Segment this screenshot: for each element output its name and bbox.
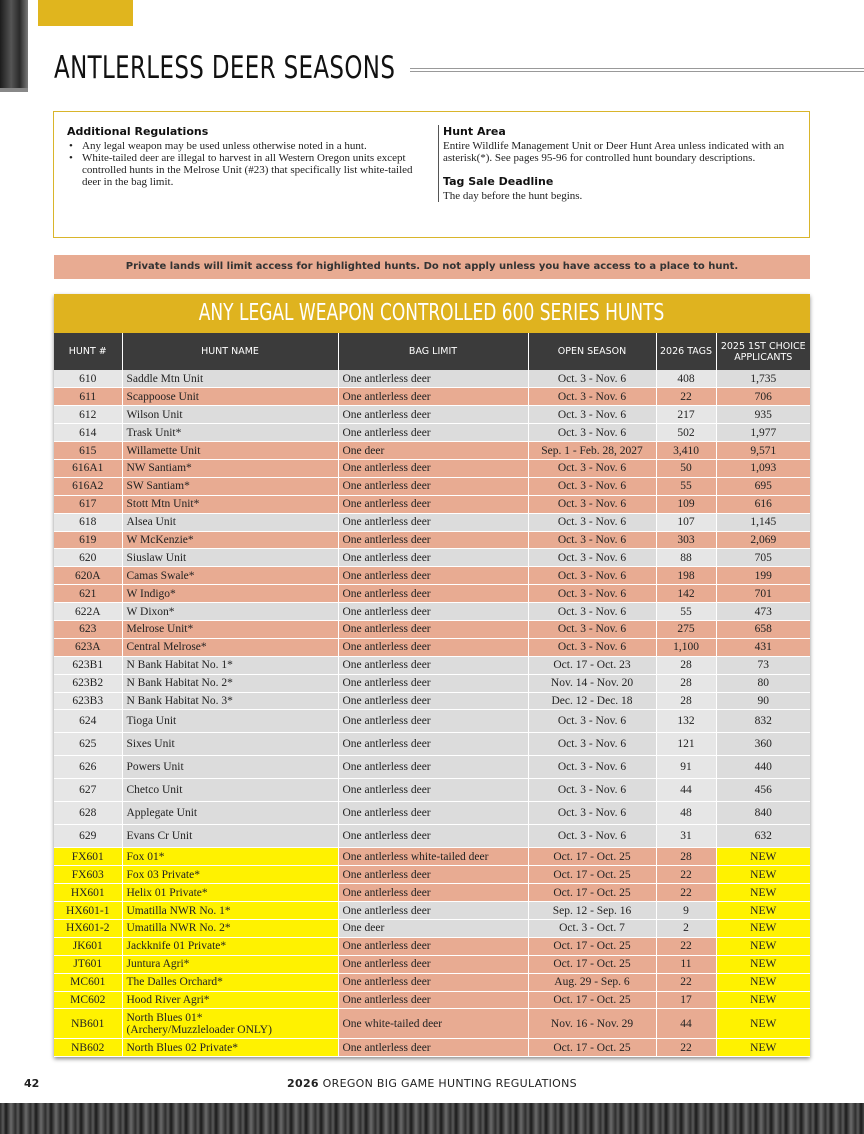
cell-tags: 55	[656, 603, 716, 621]
cell-hunt-name: Evans Cr Unit	[122, 825, 338, 848]
cell-applicants: 840	[716, 802, 810, 825]
cell-applicants: 90	[716, 692, 810, 710]
table-row	[54, 756, 810, 779]
cell-hunt-name: Scappoose Unit	[122, 388, 338, 406]
cell-open-season: Oct. 3 - Nov. 6	[528, 710, 656, 733]
table-row	[54, 603, 810, 621]
table-row	[54, 692, 810, 710]
cell-hunt-name: N Bank Habitat No. 1*	[122, 656, 338, 674]
cell-tags: 44	[656, 1009, 716, 1039]
table-row	[54, 802, 810, 825]
table-row	[54, 955, 810, 973]
cell-bag-limit: One antlerless deer	[338, 656, 528, 674]
table-row	[54, 779, 810, 802]
cell-tags: 109	[656, 495, 716, 513]
cell-applicants: NEW	[716, 1039, 810, 1057]
cell-hunt-name: Umatilla NWR No. 2*	[122, 919, 338, 937]
page-title: ANTLERLESS DEER SEASONS	[54, 50, 396, 86]
hunts-table	[54, 333, 810, 1057]
cell-applicants: 1,145	[716, 513, 810, 531]
cell-applicants: NEW	[716, 884, 810, 902]
col-header-tags: 2026 TAGS	[656, 333, 716, 370]
cell-hunt-number: 624	[54, 710, 122, 733]
cell-bag-limit: One antlerless deer	[338, 1039, 528, 1057]
cell-open-season: Oct. 17 - Oct. 25	[528, 884, 656, 902]
cell-open-season: Nov. 14 - Nov. 20	[528, 674, 656, 692]
cell-hunt-number: MC602	[54, 991, 122, 1009]
cell-bag-limit: One antlerless deer	[338, 710, 528, 733]
cell-tags: 198	[656, 567, 716, 585]
cell-open-season: Oct. 17 - Oct. 25	[528, 866, 656, 884]
table-row	[54, 638, 810, 656]
table-row	[54, 674, 810, 692]
cell-hunt-number: 629	[54, 825, 122, 848]
cell-bag-limit: One antlerless deer	[338, 459, 528, 477]
cell-hunt-number: 623B2	[54, 674, 122, 692]
cell-bag-limit: One antlerless deer	[338, 973, 528, 991]
table-row	[54, 549, 810, 567]
cell-tags: 44	[656, 779, 716, 802]
additional-regulations-heading: Additional Regulations	[67, 125, 209, 138]
cell-open-season: Oct. 17 - Oct. 25	[528, 991, 656, 1009]
cell-hunt-number: HX601-1	[54, 902, 122, 920]
col-header-bag-limit: BAG LIMIT	[338, 333, 528, 370]
footer-text: OREGON BIG GAME HUNTING REGULATIONS	[322, 1077, 577, 1090]
cell-hunt-name: Fox 01*	[122, 848, 338, 866]
cell-applicants: NEW	[716, 955, 810, 973]
table-row	[54, 513, 810, 531]
cell-bag-limit: One antlerless deer	[338, 779, 528, 802]
regulation-item: • White-tailed deer are illegal to harvest in all Western Oregon units except controlled hunts in the Melrose Unit (#23) that specifically list white-tailed deer in the bag limit.	[67, 152, 422, 188]
cell-hunt-name: Umatilla NWR No. 1*	[122, 902, 338, 920]
table-row	[54, 733, 810, 756]
cell-open-season: Oct. 3 - Nov. 6	[528, 603, 656, 621]
cell-hunt-number: 623B1	[54, 656, 122, 674]
cell-hunt-name: W Dixon*	[122, 603, 338, 621]
cell-tags: 22	[656, 973, 716, 991]
page-number: 42	[24, 1077, 40, 1090]
cell-open-season: Sep. 12 - Sep. 16	[528, 902, 656, 920]
hunt-area-heading: Hunt Area	[443, 125, 506, 138]
cell-hunt-number: JT601	[54, 955, 122, 973]
title-rule	[410, 68, 864, 72]
cell-bag-limit: One antlerless deer	[338, 477, 528, 495]
cell-open-season: Oct. 3 - Nov. 6	[528, 477, 656, 495]
cell-hunt-name: Willamette Unit	[122, 442, 338, 460]
cell-tags: 55	[656, 477, 716, 495]
cell-bag-limit: One antlerless deer	[338, 406, 528, 424]
cell-hunt-name: Central Melrose*	[122, 638, 338, 656]
cell-tags: 502	[656, 424, 716, 442]
cell-bag-limit: One antlerless white-tailed deer	[338, 848, 528, 866]
cell-bag-limit: One white-tailed deer	[338, 1009, 528, 1039]
cell-hunt-number: MC601	[54, 973, 122, 991]
cell-tags: 22	[656, 866, 716, 884]
cell-tags: 408	[656, 370, 716, 388]
regulation-item: • Any legal weapon may be used unless otherwise noted in a hunt.	[67, 140, 422, 152]
cell-hunt-number: 626	[54, 756, 122, 779]
cell-applicants: 2,069	[716, 531, 810, 549]
table-row	[54, 848, 810, 866]
cell-open-season: Sep. 1 - Feb. 28, 2027	[528, 442, 656, 460]
cell-hunt-name: N Bank Habitat No. 2*	[122, 674, 338, 692]
cell-bag-limit: One antlerless deer	[338, 692, 528, 710]
table-row	[54, 866, 810, 884]
cell-bag-limit: One antlerless deer	[338, 955, 528, 973]
table-row	[54, 424, 810, 442]
cell-applicants: 701	[716, 585, 810, 603]
cell-applicants: NEW	[716, 991, 810, 1009]
cell-hunt-number: 614	[54, 424, 122, 442]
cell-bag-limit: One antlerless deer	[338, 549, 528, 567]
cell-hunt-name: Tioga Unit	[122, 710, 338, 733]
cell-hunt-name: North Blues 01* (Archery/Muzzleloader ONLY)	[122, 1009, 338, 1039]
table-body	[54, 370, 810, 1057]
cell-hunt-name: Jackknife 01 Private*	[122, 937, 338, 955]
cell-tags: 22	[656, 388, 716, 406]
cell-open-season: Oct. 3 - Nov. 6	[528, 459, 656, 477]
page-edge-decoration	[0, 0, 28, 90]
table-row	[54, 825, 810, 848]
cell-open-season: Oct. 3 - Nov. 6	[528, 620, 656, 638]
table-row	[54, 937, 810, 955]
info-box	[53, 111, 810, 238]
cell-hunt-name: The Dalles Orchard*	[122, 973, 338, 991]
additional-regulations-list	[67, 140, 422, 188]
hunts-table-container	[54, 294, 810, 1057]
cell-hunt-number: 615	[54, 442, 122, 460]
cell-hunt-number: FX603	[54, 866, 122, 884]
cell-tags: 31	[656, 825, 716, 848]
table-title-text: ANY LEGAL WEAPON CONTROLLED 600 SERIES HUNTS	[199, 300, 665, 326]
col-header-hunt-name: HUNT NAME	[122, 333, 338, 370]
cell-bag-limit: One antlerless deer	[338, 388, 528, 406]
cell-bag-limit: One antlerless deer	[338, 802, 528, 825]
cell-hunt-name: W McKenzie*	[122, 531, 338, 549]
cell-hunt-number: 620	[54, 549, 122, 567]
table-row	[54, 991, 810, 1009]
cell-hunt-number: 619	[54, 531, 122, 549]
cell-hunt-number: 616A1	[54, 459, 122, 477]
cell-tags: 22	[656, 1039, 716, 1057]
col-header-applicants: 2025 1ST CHOICE APPLICANTS	[716, 333, 810, 370]
cell-open-season: Oct. 3 - Nov. 6	[528, 733, 656, 756]
cell-hunt-number: 612	[54, 406, 122, 424]
cell-hunt-name: Juntura Agri*	[122, 955, 338, 973]
cell-hunt-number: FX601	[54, 848, 122, 866]
cell-applicants: NEW	[716, 902, 810, 920]
cell-hunt-name: NW Santiam*	[122, 459, 338, 477]
cell-bag-limit: One antlerless deer	[338, 674, 528, 692]
cell-applicants: 473	[716, 603, 810, 621]
cell-applicants: 658	[716, 620, 810, 638]
cell-open-season: Oct. 3 - Nov. 6	[528, 567, 656, 585]
cell-open-season: Oct. 17 - Oct. 25	[528, 955, 656, 973]
table-row	[54, 656, 810, 674]
cell-applicants: 1,735	[716, 370, 810, 388]
cell-tags: 22	[656, 937, 716, 955]
cell-hunt-number: 617	[54, 495, 122, 513]
cell-open-season: Oct. 3 - Nov. 6	[528, 585, 656, 603]
cell-bag-limit: One antlerless deer	[338, 991, 528, 1009]
cell-hunt-name: Helix 01 Private*	[122, 884, 338, 902]
cell-hunt-number: 616A2	[54, 477, 122, 495]
cell-tags: 28	[656, 674, 716, 692]
cell-hunt-number: HX601-2	[54, 919, 122, 937]
cell-hunt-name: Siuslaw Unit	[122, 549, 338, 567]
cell-hunt-name: Fox 03 Private*	[122, 866, 338, 884]
cell-bag-limit: One antlerless deer	[338, 884, 528, 902]
cell-tags: 11	[656, 955, 716, 973]
cell-open-season: Oct. 3 - Nov. 6	[528, 638, 656, 656]
cell-bag-limit: One antlerless deer	[338, 638, 528, 656]
bottom-texture-bar	[0, 1103, 864, 1134]
cell-applicants: 616	[716, 495, 810, 513]
cell-bag-limit: One deer	[338, 442, 528, 460]
table-row	[54, 459, 810, 477]
cell-hunt-number: 611	[54, 388, 122, 406]
cell-tags: 28	[656, 692, 716, 710]
cell-bag-limit: One antlerless deer	[338, 620, 528, 638]
cell-tags: 28	[656, 656, 716, 674]
table-row	[54, 1009, 810, 1039]
cell-tags: 9	[656, 902, 716, 920]
cell-hunt-number: 625	[54, 733, 122, 756]
cell-hunt-number: 623	[54, 620, 122, 638]
cell-open-season: Oct. 17 - Oct. 25	[528, 1039, 656, 1057]
hunt-area-text: Entire Wildlife Management Unit or Deer Hunt Area unless indicated with an asterisk(*). See pages 95-96 for controlled hunt boundary descriptions.	[443, 140, 785, 164]
cell-open-season: Oct. 3 - Nov. 6	[528, 424, 656, 442]
cell-hunt-number: NB602	[54, 1039, 122, 1057]
cell-hunt-name: Sixes Unit	[122, 733, 338, 756]
cell-open-season: Oct. 3 - Nov. 6	[528, 549, 656, 567]
cell-tags: 28	[656, 848, 716, 866]
col-header-open-season: OPEN SEASON	[528, 333, 656, 370]
additional-regulations	[67, 125, 422, 188]
cell-applicants: 80	[716, 674, 810, 692]
cell-bag-limit: One antlerless deer	[338, 585, 528, 603]
cell-tags: 22	[656, 884, 716, 902]
hunt-area-section	[438, 125, 798, 202]
cell-tags: 17	[656, 991, 716, 1009]
cell-hunt-name: SW Santiam*	[122, 477, 338, 495]
cell-hunt-name: Saddle Mtn Unit	[122, 370, 338, 388]
cell-bag-limit: One antlerless deer	[338, 424, 528, 442]
cell-applicants: 935	[716, 406, 810, 424]
cell-open-season: Oct. 3 - Nov. 6	[528, 513, 656, 531]
cell-bag-limit: One antlerless deer	[338, 513, 528, 531]
table-row	[54, 585, 810, 603]
cell-applicants: NEW	[716, 973, 810, 991]
table-header-row	[54, 333, 810, 370]
cell-bag-limit: One antlerless deer	[338, 825, 528, 848]
table-row	[54, 973, 810, 991]
tag-sale-heading: Tag Sale Deadline	[443, 175, 554, 188]
cell-open-season: Oct. 3 - Nov. 6	[528, 802, 656, 825]
cell-tags: 142	[656, 585, 716, 603]
cell-open-season: Oct. 3 - Nov. 6	[528, 495, 656, 513]
cell-hunt-number: 621	[54, 585, 122, 603]
cell-applicants: NEW	[716, 866, 810, 884]
cell-hunt-number: 620A	[54, 567, 122, 585]
cell-hunt-name: Camas Swale*	[122, 567, 338, 585]
cell-open-season: Oct. 3 - Nov. 6	[528, 825, 656, 848]
table-row	[54, 495, 810, 513]
cell-applicants: 832	[716, 710, 810, 733]
table-row	[54, 442, 810, 460]
cell-hunt-name: Stott Mtn Unit*	[122, 495, 338, 513]
cell-tags: 48	[656, 802, 716, 825]
table-title	[54, 294, 810, 333]
table-row	[54, 620, 810, 638]
cell-bag-limit: One antlerless deer	[338, 567, 528, 585]
cell-open-season: Aug. 29 - Sep. 6	[528, 973, 656, 991]
cell-open-season: Oct. 3 - Nov. 6	[528, 388, 656, 406]
cell-open-season: Oct. 17 - Oct. 23	[528, 656, 656, 674]
cell-tags: 275	[656, 620, 716, 638]
cell-applicants: NEW	[716, 1009, 810, 1039]
cell-open-season: Dec. 12 - Dec. 18	[528, 692, 656, 710]
cell-hunt-number: 623B3	[54, 692, 122, 710]
table-row	[54, 531, 810, 549]
cell-hunt-name: Melrose Unit*	[122, 620, 338, 638]
cell-tags: 2	[656, 919, 716, 937]
table-row	[54, 902, 810, 920]
cell-applicants: 706	[716, 388, 810, 406]
cell-hunt-number: JK601	[54, 937, 122, 955]
cell-tags: 132	[656, 710, 716, 733]
cell-applicants: 632	[716, 825, 810, 848]
cell-hunt-name: Trask Unit*	[122, 424, 338, 442]
table-row	[54, 477, 810, 495]
tag-sale-text: The day before the hunt begins.	[443, 190, 583, 202]
cell-hunt-name: North Blues 02 Private*	[122, 1039, 338, 1057]
cell-tags: 1,100	[656, 638, 716, 656]
private-lands-banner: Private lands will limit access for highlighted hunts. Do not apply unless you have access to a place to hunt.	[54, 255, 810, 279]
cell-hunt-name: N Bank Habitat No. 3*	[122, 692, 338, 710]
cell-open-season: Oct. 3 - Nov. 6	[528, 531, 656, 549]
cell-open-season: Oct. 3 - Oct. 7	[528, 919, 656, 937]
cell-applicants: 705	[716, 549, 810, 567]
cell-applicants: 440	[716, 756, 810, 779]
cell-hunt-name: Powers Unit	[122, 756, 338, 779]
cell-tags: 91	[656, 756, 716, 779]
cell-tags: 107	[656, 513, 716, 531]
col-header-hunt-number: HUNT #	[54, 333, 122, 370]
cell-hunt-number: 623A	[54, 638, 122, 656]
cell-hunt-name: Hood River Agri*	[122, 991, 338, 1009]
cell-hunt-number: HX601	[54, 884, 122, 902]
cell-bag-limit: One antlerless deer	[338, 733, 528, 756]
cell-tags: 121	[656, 733, 716, 756]
cell-applicants: 456	[716, 779, 810, 802]
footer-title	[0, 1077, 864, 1090]
cell-tags: 88	[656, 549, 716, 567]
cell-open-season: Oct. 3 - Nov. 6	[528, 370, 656, 388]
footer-year: 2026	[287, 1077, 319, 1090]
cell-applicants: 9,571	[716, 442, 810, 460]
cell-hunt-name: Applegate Unit	[122, 802, 338, 825]
cell-applicants: 360	[716, 733, 810, 756]
cell-bag-limit: One antlerless deer	[338, 866, 528, 884]
cell-open-season: Nov. 16 - Nov. 29	[528, 1009, 656, 1039]
cell-bag-limit: One antlerless deer	[338, 937, 528, 955]
cell-open-season: Oct. 3 - Nov. 6	[528, 779, 656, 802]
cell-applicants: NEW	[716, 919, 810, 937]
cell-bag-limit: One antlerless deer	[338, 902, 528, 920]
cell-bag-limit: One antlerless deer	[338, 756, 528, 779]
cell-bag-limit: One antlerless deer	[338, 495, 528, 513]
cell-hunt-name: Alsea Unit	[122, 513, 338, 531]
table-row	[54, 919, 810, 937]
gold-tab-decoration	[38, 0, 133, 26]
cell-open-season: Oct. 17 - Oct. 25	[528, 937, 656, 955]
cell-applicants: 199	[716, 567, 810, 585]
table-row	[54, 370, 810, 388]
cell-open-season: Oct. 3 - Nov. 6	[528, 406, 656, 424]
cell-bag-limit: One antlerless deer	[338, 603, 528, 621]
cell-applicants: NEW	[716, 848, 810, 866]
cell-tags: 217	[656, 406, 716, 424]
table-row	[54, 388, 810, 406]
cell-applicants: 695	[716, 477, 810, 495]
cell-tags: 303	[656, 531, 716, 549]
cell-hunt-number: 610	[54, 370, 122, 388]
cell-tags: 50	[656, 459, 716, 477]
cell-bag-limit: One antlerless deer	[338, 531, 528, 549]
cell-open-season: Oct. 17 - Oct. 25	[528, 848, 656, 866]
cell-hunt-name: Wilson Unit	[122, 406, 338, 424]
table-row	[54, 710, 810, 733]
cell-applicants: NEW	[716, 937, 810, 955]
cell-bag-limit: One deer	[338, 919, 528, 937]
cell-tags: 3,410	[656, 442, 716, 460]
cell-hunt-name: W Indigo*	[122, 585, 338, 603]
table-row	[54, 567, 810, 585]
cell-bag-limit: One antlerless deer	[338, 370, 528, 388]
cell-applicants: 431	[716, 638, 810, 656]
cell-applicants: 73	[716, 656, 810, 674]
cell-hunt-number: 618	[54, 513, 122, 531]
table-row	[54, 884, 810, 902]
table-row	[54, 406, 810, 424]
cell-hunt-name: Chetco Unit	[122, 779, 338, 802]
cell-open-season: Oct. 3 - Nov. 6	[528, 756, 656, 779]
cell-hunt-number: 627	[54, 779, 122, 802]
table-row	[54, 1039, 810, 1057]
cell-applicants: 1,093	[716, 459, 810, 477]
cell-hunt-number: 628	[54, 802, 122, 825]
cell-hunt-number: 622A	[54, 603, 122, 621]
cell-hunt-number: NB601	[54, 1009, 122, 1039]
cell-applicants: 1,977	[716, 424, 810, 442]
